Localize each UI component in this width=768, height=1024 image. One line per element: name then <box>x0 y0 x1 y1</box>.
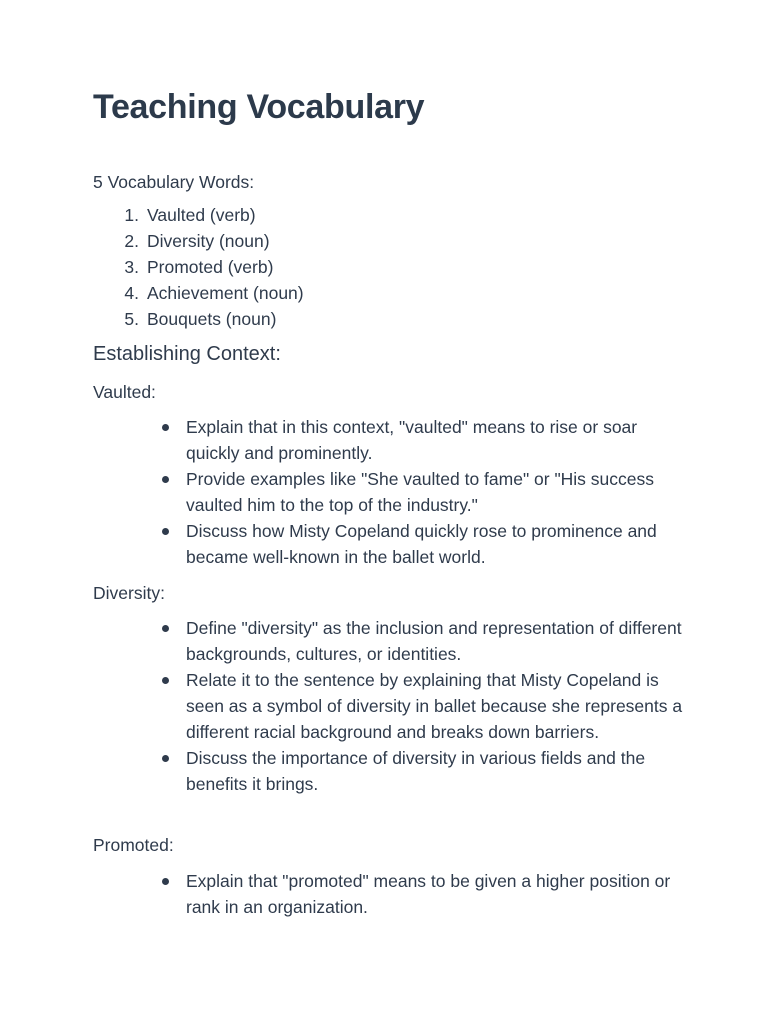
bullet-list-diversity <box>186 615 686 797</box>
bullet-icon <box>162 476 169 483</box>
list-item <box>186 414 686 466</box>
bullet-text: Discuss the importance of diversity in various fields and the benefits it brings. <box>186 748 646 794</box>
list-number: 3 . <box>93 254 139 280</box>
list-number: 2 . <box>93 228 139 254</box>
bullet-text: Define "diversity" as the inclusion and representation of different backgrounds, cultures, or identities. <box>186 618 682 664</box>
bullet-icon <box>162 755 169 762</box>
vocabulary-word: Vaulted (verb) <box>147 205 256 225</box>
bullet-icon <box>162 878 169 885</box>
bullet-icon <box>162 677 169 684</box>
vocabulary-word: Bouquets (noun) <box>147 309 277 329</box>
bullet-text: Relate it to the sentence by explaining that Misty Copeland is seen as a symbol of diversity in ballet because she represents a different racial background and breaks down barriers. <box>186 670 683 742</box>
term-heading-promoted: Promoted: <box>93 835 174 855</box>
vocabulary-intro: 5 Vocabulary Words: <box>93 172 255 192</box>
vocabulary-word: Promoted (verb) <box>147 257 274 277</box>
list-item <box>93 202 304 228</box>
list-item <box>93 254 304 280</box>
list-number: 1 . <box>93 202 139 228</box>
vocabulary-word: Diversity (noun) <box>147 231 270 251</box>
list-item <box>186 667 686 745</box>
list-number: 4 . <box>93 280 139 306</box>
list-item <box>186 868 686 920</box>
bullet-text: Provide examples like "She vaulted to fame" or "His success vaulted him to the top of the industry." <box>186 469 655 515</box>
context-heading: Establishing Context: <box>93 343 281 365</box>
list-item <box>93 306 304 332</box>
term-heading-diversity: Diversity: <box>93 583 165 603</box>
list-item <box>186 615 686 667</box>
page-title: Teaching Vocabulary <box>93 88 425 126</box>
bullet-list-vaulted <box>186 414 686 570</box>
vocabulary-list <box>93 202 304 332</box>
bullet-text: Explain that "promoted" means to be given a higher position or rank in an organization. <box>186 871 671 917</box>
bullet-icon <box>162 528 169 535</box>
list-item <box>93 228 304 254</box>
list-number: 5 . <box>93 306 139 332</box>
list-item <box>93 280 304 306</box>
bullet-text: Discuss how Misty Copeland quickly rose to prominence and became well-known in the ballet world. <box>186 521 657 567</box>
bullet-icon <box>162 424 169 431</box>
bullet-text: Explain that in this context, "vaulted" means to rise or soar quickly and prominently. <box>186 417 638 463</box>
list-item <box>186 518 686 570</box>
vocabulary-word: Achievement (noun) <box>147 283 304 303</box>
bullet-icon <box>162 625 169 632</box>
list-item <box>186 745 686 797</box>
term-heading-vaulted: Vaulted: <box>93 382 156 402</box>
list-item <box>186 466 686 518</box>
bullet-list-promoted <box>186 868 686 920</box>
